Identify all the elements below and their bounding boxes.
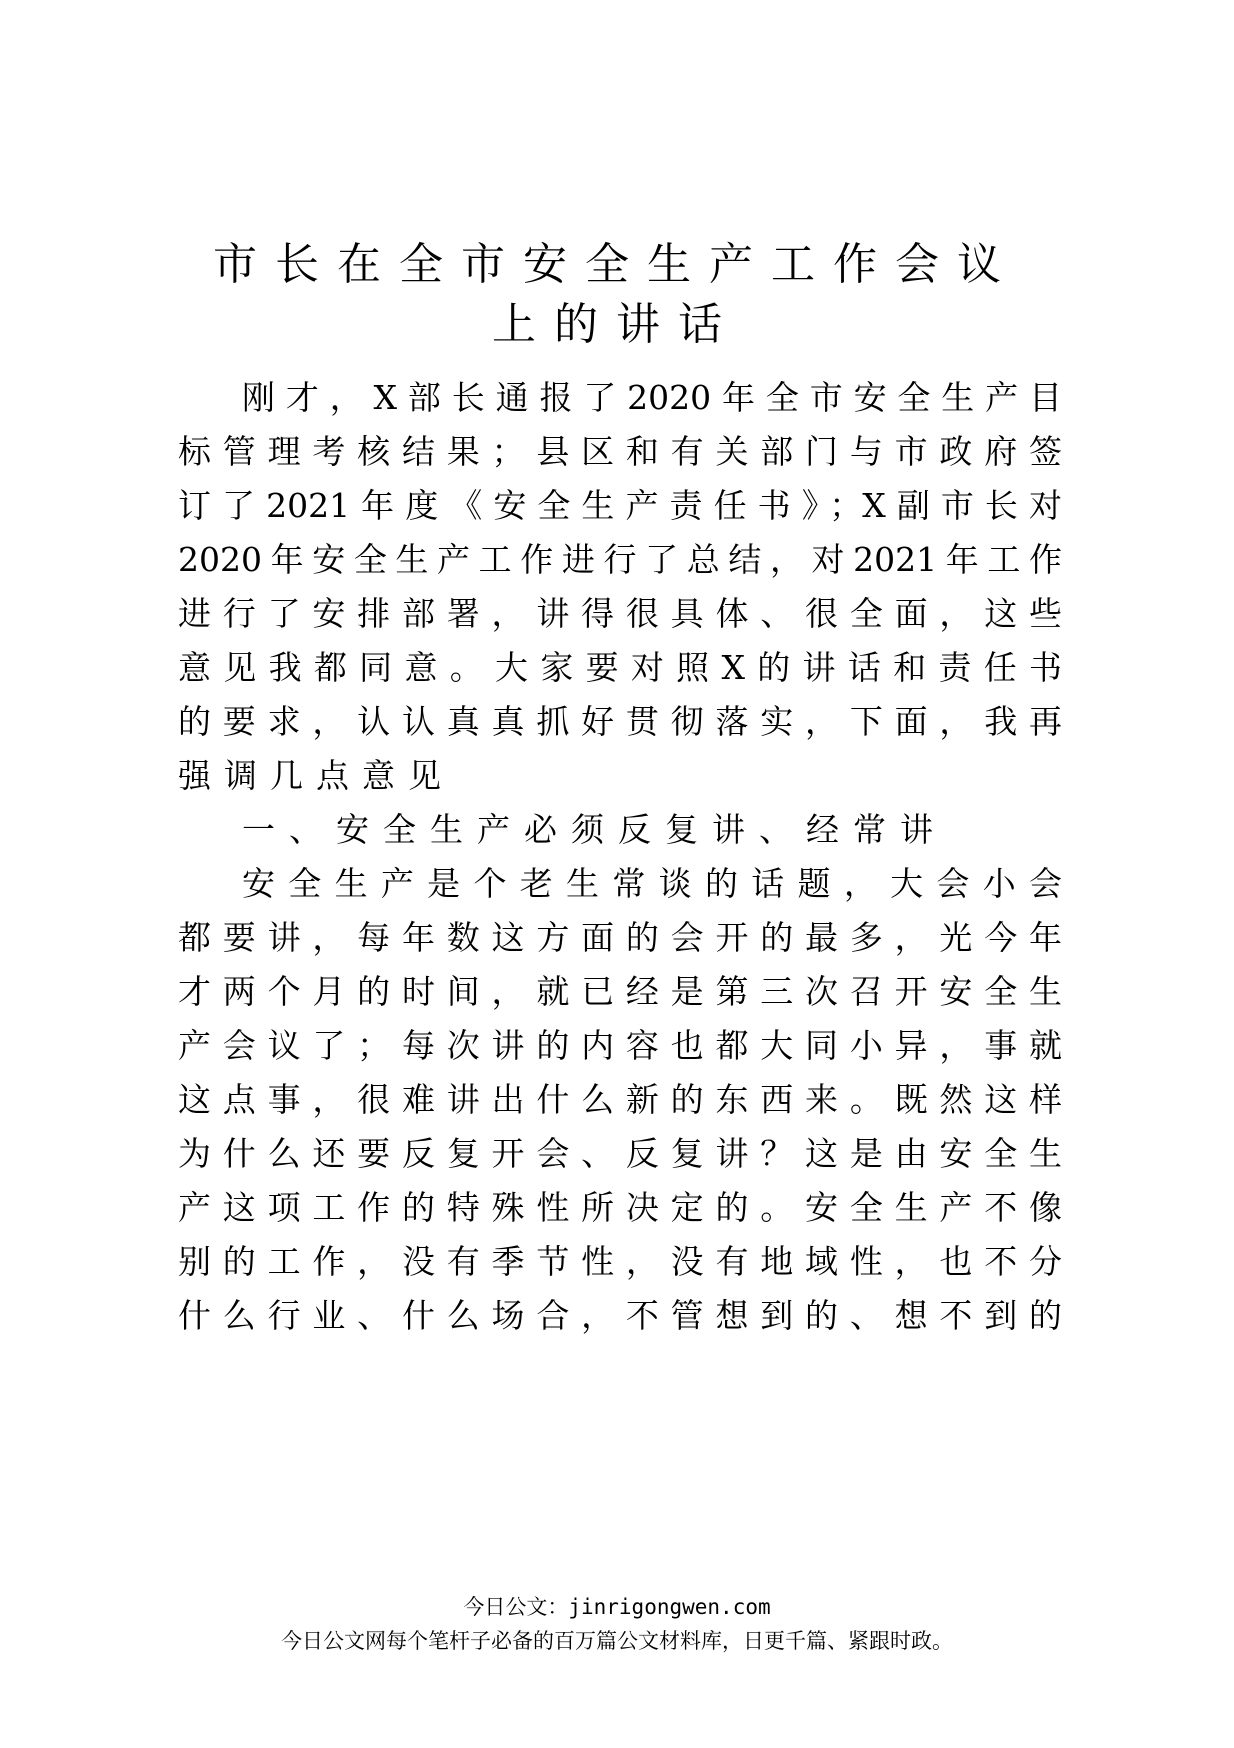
paragraph-2-line-6: 为什么还要反复开会、反复讲？这是由安全生 — [178, 1134, 1062, 1173]
paragraph-2-line-9: 什么行业、什么场合，不管想到的、想不到的 — [178, 1296, 1062, 1335]
document-title-line-2: 上的讲话 — [492, 299, 740, 350]
paragraph-1-line-2: 标管理考核结果；县区和有关部门与市政府签 — [178, 432, 1062, 471]
paragraph-1-line-6: 意见我都同意。大家要对照X的讲话和责任书 — [178, 648, 1062, 687]
document-title-line-1: 市长在全市安全生产工作会议 — [213, 239, 1019, 290]
paragraph-1-line-8: 强调几点意见 — [178, 756, 454, 795]
paragraph-2-line-2: 都要讲，每年数这方面的会开的最多，光今年 — [178, 918, 1062, 957]
paragraph-2-line-3: 才两个月的时间，就已经是第三次召开安全生 — [178, 972, 1062, 1011]
paragraph-1-line-1: 刚才，X部长通报了2020年全市安全生产目 — [242, 378, 1062, 417]
footer-site-url[interactable]: jinrigongwen.com — [568, 1595, 771, 1619]
footer-site-label: 今日公文： — [463, 1595, 569, 1619]
paragraph-1-line-5: 进行了安排部署，讲得很具体、很全面，这些 — [178, 594, 1062, 633]
paragraph-1-line-3: 订了2021年度《安全生产责任书》；X副市长对 — [178, 486, 1062, 525]
paragraph-2-line-7: 产这项工作的特殊性所决定的。安全生产不像 — [178, 1188, 1062, 1227]
section-heading: 一、安全生产必须反复讲、经常讲 — [242, 810, 947, 849]
paragraph-1-line-7: 的要求，认认真真抓好贯彻落实，下面，我再 — [178, 702, 1062, 741]
footer-slogan: 今日公文网每个笔杆子必备的百万篇公文材料库，日更千篇、紧跟时政。 — [281, 1629, 953, 1653]
footer-site-line — [0, 1591, 1234, 1621]
paragraph-2-line-4: 产会议了；每次讲的内容也都大同小异，事就 — [178, 1026, 1062, 1065]
paragraph-2-line-8: 别的工作，没有季节性，没有地域性，也不分 — [178, 1242, 1062, 1281]
paragraph-2-line-5: 这点事，很难讲出什么新的东西来。既然这样 — [178, 1080, 1062, 1119]
paragraph-2-line-1: 安全生产是个老生常谈的话题，大会小会 — [242, 864, 1062, 903]
paragraph-1-line-4: 2020年安全生产工作进行了总结，对2021年工作 — [178, 540, 1062, 579]
